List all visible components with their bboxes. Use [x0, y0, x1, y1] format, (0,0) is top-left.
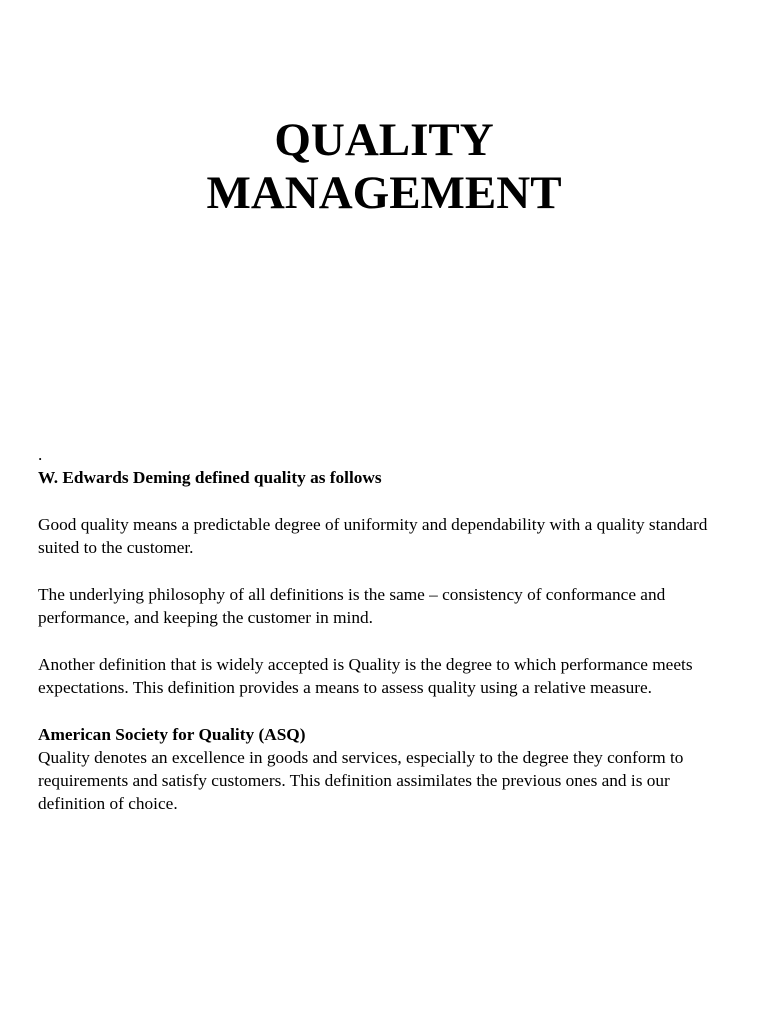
asq-definition-paragraph: Quality denotes an excellence in goods and services, especially to the degree they conform to requirements and satisfy customers. This definition assimilates the previous ones and is our definition of choice. [38, 747, 684, 814]
title-line-1: QUALITY [274, 114, 494, 166]
philosophy-paragraph: The underlying philosophy of all definitions is the same – consistency of conformance and performance, and keeping the customer in mind. [38, 584, 666, 628]
document-body [38, 443, 728, 816]
title-line-2: MANAGEMENT [206, 167, 562, 219]
page-title [0, 114, 768, 220]
another-definition-paragraph: Another definition that is widely accepted is Quality is the degree to which performance meets expectations. This definition provides a means to assess quality using a relative measure. [38, 654, 693, 697]
deming-definition-paragraph: Good quality means a predictable degree of uniformity and dependability with a quality standard suited to the customer. [38, 514, 708, 558]
stray-dot: . [38, 445, 43, 464]
deming-heading: W. Edwards Deming defined quality as follows [38, 468, 382, 488]
asq-heading: American Society for Quality (ASQ) [38, 724, 306, 744]
